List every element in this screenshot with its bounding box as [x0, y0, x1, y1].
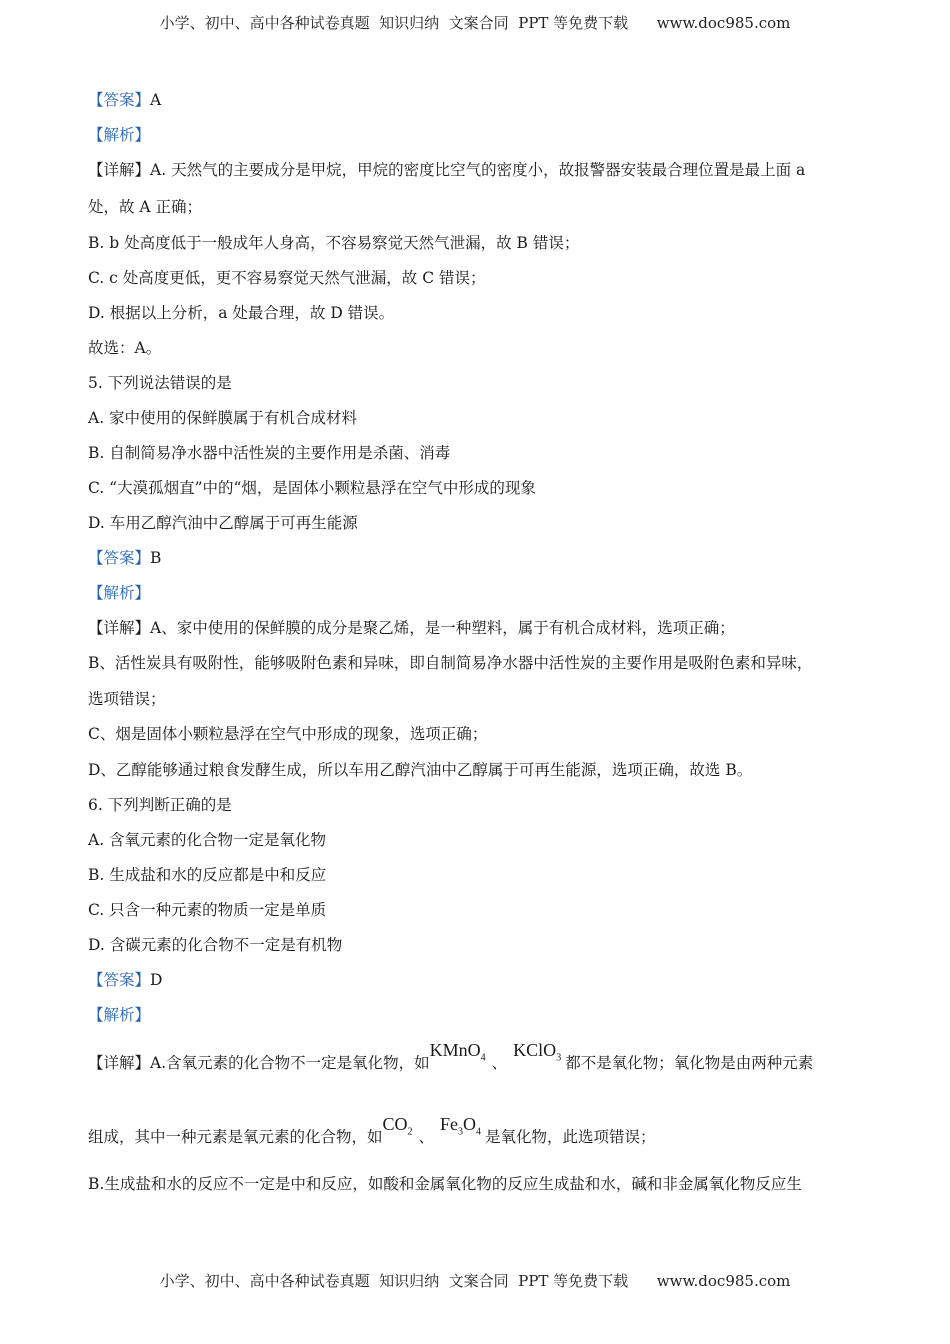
q5-detail-a-text: A、家中使用的保鲜膜的成分是聚乙烯，是一种塑料，属于有机合成材料，选项正确； [150, 619, 735, 637]
q4-answer-line [88, 90, 161, 110]
formula-co2: $CO_2$ [382, 1114, 413, 1138]
detail-tag: 【详解】 [88, 619, 151, 637]
formula-fe3o4: $Fe_3O_4$ [440, 1114, 482, 1138]
q5-detail-c: C、烟是固体小颗粒悬浮在空气中形成的现象，选项正确； [88, 725, 488, 743]
q4-conclusion: 故选：A。 [88, 339, 162, 357]
q6-detail-a-line2 [88, 1114, 656, 1155]
q6-option-c: C. 只含一种元素的物质一定是单质 [88, 901, 327, 919]
analysis-tag: 【解析】 [88, 584, 151, 602]
detail-tag: 【详解】 [88, 161, 151, 179]
q4-detail-text1: A. 天然气的主要成分是甲烷，甲烷的密度比空气的密度小，故报警器安装最合理位置是最上面 a [150, 161, 806, 179]
q6-answer-value: D [150, 971, 163, 989]
analysis-tag: 【解析】 [88, 1006, 151, 1024]
q6-detail-a-part2: 都不是氧化物；氧化物是由两种元素 [565, 1054, 814, 1072]
q5-option-c: C. “大漠孤烟直”中的“烟，是固体小颗粒悬浮在空气中形成的现象 [88, 479, 536, 497]
q6-option-b: B. 生成盐和水的反应都是中和反应 [88, 866, 327, 884]
answer-tag: 【答案】 [88, 91, 151, 109]
q4-analysis-tag [88, 125, 150, 145]
q6-analysis-tag [88, 1005, 150, 1025]
answer-tag: 【答案】 [88, 549, 151, 567]
formula-kmno4: KMnO$_4$ [429, 1040, 486, 1064]
q6-option-a: A. 含氧元素的化合物一定是氧化物 [88, 831, 327, 849]
page-header: 小学、初中、高中各种试卷真题 知识归纳 文案合同 PPT 等免费下载 www.doc985.com [159, 14, 791, 32]
answer-tag: 【答案】 [88, 971, 151, 989]
q4-detail-line2: 处，故 A 正确； [88, 198, 203, 216]
q5-analysis-tag [88, 583, 150, 603]
q4-answer-value: A [150, 91, 162, 109]
q5-option-d: D. 车用乙醇汽油中乙醇属于可再生能源 [88, 514, 358, 532]
q5-detail-d: D、乙醇能够通过粮食发酵生成，所以车用乙醇汽油中乙醇属于可再生能源，选项正确，故选 B。 [88, 761, 753, 779]
q5-detail-a [88, 618, 735, 638]
formula-separator: 、 [491, 1054, 508, 1072]
q6-stem: 6. 下列判断正确的是 [88, 796, 232, 814]
q5-option-b: B. 自制简易净水器中活性炭的主要作用是杀菌、消毒 [88, 444, 451, 462]
q4-detail-line1 [88, 160, 805, 180]
q5-answer-line [88, 548, 161, 568]
q6-answer-line [88, 970, 162, 990]
detail-tag: 【详解】 [88, 1054, 151, 1072]
q6-detail-b: B.生成盐和水的反应不一定是中和反应，如酸和金属氧化物的反应生成盐和水，碱和非金属氧化物反应生 [88, 1175, 802, 1193]
formula-separator: 、 [418, 1128, 435, 1146]
q4-line-d: D. 根据以上分析，a 处最合理，故 D 错误。 [88, 304, 395, 322]
formula-kclo3: KClO$_3$ [513, 1040, 562, 1064]
page-footer: 小学、初中、高中各种试卷真题 知识归纳 文案合同 PPT 等免费下载 www.doc985.com [159, 1272, 791, 1290]
q5-detail-b2: 选项错误； [88, 690, 166, 708]
q5-answer-value: B [150, 549, 162, 567]
q6-detail-a-line1 [88, 1040, 814, 1081]
q6-option-d: D. 含碳元素的化合物不一定是有机物 [88, 936, 343, 954]
q4-line-c: C. c 处高度更低，更不容易察觉天然气泄漏，故 C 错误； [88, 269, 486, 287]
q6-detail-a-part1: A.含氧元素的化合物不一定是氧化物，如 [150, 1054, 430, 1072]
q6-detail-a2-part2: 是氧化物，此选项错误； [485, 1128, 656, 1146]
q5-stem: 5. 下列说法错误的是 [88, 374, 232, 392]
q5-detail-b1: B、活性炭具有吸附性，能够吸附色素和异味，即自制简易净水器中活性炭的主要作用是吸附色素和异味， [88, 654, 813, 672]
q4-line-b: B. b 处高度低于一般成年人身高，不容易察觉天然气泄漏，故 B 错误； [88, 234, 580, 252]
q5-option-a: A. 家中使用的保鲜膜属于有机合成材料 [88, 409, 358, 427]
q6-detail-a2-part1: 组成，其中一种元素是氧元素的化合物，如 [88, 1128, 383, 1146]
analysis-tag: 【解析】 [88, 126, 151, 144]
